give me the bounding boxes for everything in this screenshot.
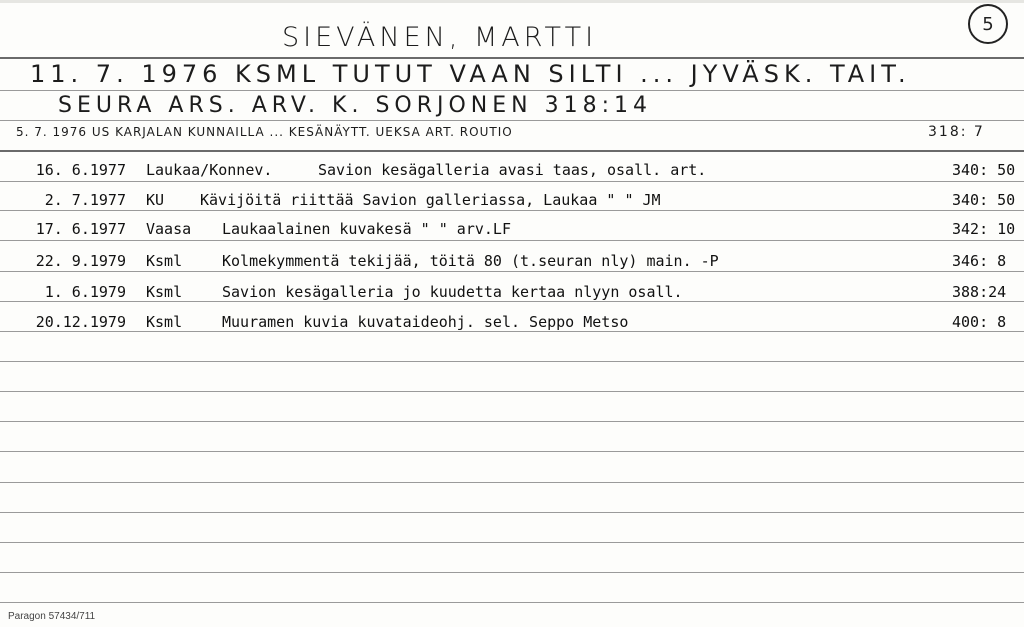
- entry-date: 1. 6.1979: [44, 283, 126, 301]
- entry-source: Ksml: [146, 252, 183, 270]
- header-rule: [0, 57, 1024, 59]
- page-number-badge: 5: [968, 4, 1008, 44]
- entry-text: Kävijöitä riittää Savion galleriassa, Laukaa " " JM: [200, 191, 661, 209]
- entry-ref: 342: 10: [952, 220, 1016, 238]
- entry-source: KU: [146, 191, 165, 209]
- rule-line: [0, 482, 1024, 483]
- entry-date: 16. 6.1977: [35, 161, 126, 179]
- printer-imprint: Paragon 57434/711: [8, 611, 96, 622]
- handwritten-line-1: 11. 7. 1976 KSML TUTUT VAAN SILTI ... JYVÄSK. TAIT.: [30, 60, 911, 88]
- entry-ref: 400: 8: [952, 313, 1007, 331]
- entry-text: Savion kesägalleria avasi taas, osall. art.: [318, 161, 707, 179]
- rule-line: [0, 301, 1024, 302]
- entry-date: 20.12.1979: [35, 313, 126, 331]
- rule-line: [0, 602, 1024, 603]
- section-rule: [0, 150, 1024, 152]
- handwritten-line-3: 5. 7. 1976 US KARJALAN KUNNAILLA ... KESÄNÄYTT. UEKSA ART. ROUTIO: [16, 125, 513, 139]
- entry-text: Savion kesägalleria jo kuudetta kertaa nlyyn osall.: [222, 283, 683, 301]
- card-top-edge: [0, 0, 1024, 3]
- rule-line: [0, 542, 1024, 543]
- rule-line: [0, 572, 1024, 573]
- rule-line: [0, 391, 1024, 392]
- entry-text: Muuramen kuvia kuvataideohj. sel. Seppo Metso: [222, 313, 629, 331]
- entry-date: 2. 7.1977: [44, 191, 126, 209]
- rule-line: [0, 331, 1024, 332]
- entry-ref: 346: 8: [952, 252, 1007, 270]
- entry-source: Ksml: [146, 283, 183, 301]
- entry-source: Laukaa/Konnev.: [146, 161, 273, 179]
- rule-line: [0, 181, 1024, 182]
- entry-ref: 388:24: [952, 283, 1007, 301]
- rule-line: [0, 421, 1024, 422]
- entry-date: 17. 6.1977: [35, 220, 126, 238]
- rule-line: [0, 120, 1024, 121]
- entry-date: 22. 9.1979: [35, 252, 126, 270]
- rule-line: [0, 90, 1024, 91]
- entry-source: Ksml: [146, 313, 183, 331]
- rule-line: [0, 271, 1024, 272]
- rule-line: [0, 210, 1024, 211]
- handwritten-ref: 318: 7: [928, 124, 985, 140]
- entry-source: Vaasa: [146, 220, 192, 238]
- rule-line: [0, 451, 1024, 452]
- entry-text: Kolmekymmentä tekijää, töitä 80 (t.seuran nly) main. -P: [222, 252, 719, 270]
- entry-ref: 340: 50: [952, 191, 1016, 209]
- rule-line: [0, 240, 1024, 241]
- entry-text: Laukaalainen kuvakesä " " arv.LF: [222, 220, 511, 238]
- rule-line: [0, 361, 1024, 362]
- entry-ref: 340: 50: [952, 161, 1016, 179]
- rule-line: [0, 512, 1024, 513]
- handwritten-line-2: SEURA ARS. ARV. K. SORJONEN 318:14: [58, 93, 653, 118]
- card-title: SIEVÄNEN, MARTTI: [282, 22, 598, 53]
